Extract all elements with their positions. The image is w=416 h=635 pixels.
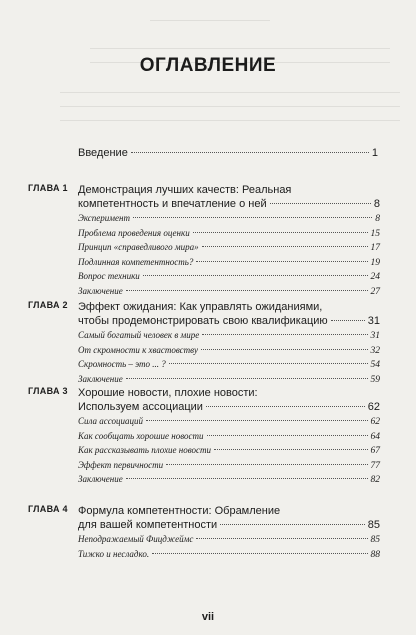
chapter-page: 62	[367, 401, 380, 413]
section-list	[78, 213, 380, 301]
chapter-title-line: Используем ассоциации	[78, 401, 203, 413]
dot-leader	[169, 363, 368, 364]
dot-leader	[126, 290, 368, 291]
dot-leader	[133, 217, 372, 218]
chapter-label: ГЛАВА 3	[28, 386, 68, 396]
section-title: Неподражаемый Фицджеймс	[78, 534, 194, 544]
chapter-title[interactable]	[78, 183, 380, 211]
section-title: Самый богатый человек в мире	[78, 330, 200, 340]
section-title: Заключение	[78, 373, 123, 384]
section-list	[78, 330, 380, 388]
dot-leader	[196, 538, 367, 539]
chapter-title-line: Эффект ожидания: Как управлять ожиданиями,	[78, 301, 323, 313]
chapter-page: 85	[367, 519, 380, 531]
section-title: Вопрос техники	[78, 271, 140, 282]
chapter-page: 31	[367, 315, 380, 327]
section-title: Подлинная компетентность?	[78, 256, 194, 267]
toc-section[interactable]	[78, 474, 380, 489]
toc-section[interactable]	[78, 242, 380, 257]
toc-section[interactable]	[78, 460, 380, 475]
toc-section[interactable]	[78, 271, 380, 286]
chapter-label: ГЛАВА 1	[28, 183, 68, 193]
toc-section[interactable]	[78, 549, 380, 564]
section-page: 67	[370, 446, 380, 457]
section-page: 85	[370, 535, 380, 545]
chapter-page: 8	[373, 198, 380, 210]
section-title: Как сообщать хорошие новости	[78, 430, 204, 441]
section-page: 54	[370, 360, 380, 371]
intro-page: 1	[371, 147, 378, 159]
section-title: Скромность – это ... ?	[78, 359, 166, 370]
dot-leader	[193, 232, 368, 233]
toc-section[interactable]	[78, 359, 380, 374]
chapter-label: ГЛАВА 2	[28, 300, 68, 310]
dot-leader	[152, 553, 367, 554]
section-page: 64	[370, 431, 380, 442]
section-page: 88	[370, 549, 380, 560]
dot-leader	[196, 261, 367, 262]
section-title: Эксперимент	[78, 213, 130, 223]
section-page: 82	[370, 475, 380, 486]
dot-leader	[220, 524, 365, 525]
toc-section[interactable]	[78, 534, 380, 549]
chapter-title-line: Формула компетентности: Обрамление	[78, 505, 281, 517]
dot-leader	[202, 246, 368, 247]
section-title: Заключение	[78, 474, 123, 485]
section-page: 8	[375, 214, 380, 224]
section-list	[78, 416, 380, 489]
section-title: Сила ассоциаций	[78, 416, 144, 426]
page-number: vii	[201, 611, 215, 623]
dot-leader	[131, 152, 369, 153]
section-page: 27	[370, 286, 380, 297]
toc-section[interactable]	[78, 228, 380, 243]
dot-leader	[207, 435, 368, 436]
dot-leader	[270, 203, 371, 204]
toc-section[interactable]	[78, 345, 380, 360]
section-page: 19	[370, 257, 380, 268]
dot-leader	[126, 478, 368, 479]
section-page: 24	[370, 272, 380, 283]
toc-intro-entry[interactable]	[78, 147, 378, 159]
chapter-title-line: Демонстрация лучших качеств: Реальная	[78, 184, 292, 196]
section-page: 31	[370, 331, 380, 341]
section-page: 62	[370, 417, 380, 427]
dot-leader	[146, 420, 367, 421]
section-title: Принцип «справедливого мира»	[78, 242, 199, 253]
toc-section[interactable]	[78, 445, 380, 460]
section-page: 59	[370, 374, 380, 385]
toc-section[interactable]	[78, 286, 380, 301]
dot-leader	[206, 406, 365, 407]
dot-leader	[143, 275, 368, 276]
toc-section[interactable]	[78, 431, 380, 446]
toc-section[interactable]	[78, 257, 380, 272]
section-title: Заключение	[78, 285, 123, 296]
dot-leader	[166, 464, 367, 465]
section-page: 32	[370, 345, 380, 356]
toc-section[interactable]	[78, 213, 380, 228]
chapter-label: ГЛАВА 4	[28, 504, 68, 514]
chapter-title[interactable]	[78, 386, 380, 414]
section-title: От скромности к хвастовству	[78, 344, 199, 355]
toc-section[interactable]	[78, 330, 380, 345]
chapter-title[interactable]	[78, 300, 380, 328]
toc-heading: ОГЛАВЛЕНИЕ	[139, 55, 277, 76]
dot-leader	[331, 320, 365, 321]
section-page: 17	[370, 243, 380, 254]
section-title: Как рассказывать плохие новости	[78, 445, 212, 456]
section-list	[78, 534, 380, 563]
intro-title: Введение	[78, 147, 128, 159]
dot-leader	[126, 378, 368, 379]
chapter-title-line: для вашей компетентности	[78, 519, 218, 531]
section-page: 77	[370, 460, 380, 471]
chapter-title-line: чтобы продемонстрировать свою квалификацию	[78, 315, 328, 327]
dot-leader	[214, 449, 367, 450]
section-page: 15	[370, 228, 380, 239]
chapter-title-line: компетентность и впечатление о ней	[78, 198, 267, 210]
toc-section[interactable]	[78, 416, 380, 431]
dot-leader	[201, 349, 367, 350]
chapter-title-line: Хорошие новости, плохие новости:	[78, 387, 258, 399]
chapter-title[interactable]	[78, 504, 380, 532]
dot-leader	[202, 334, 367, 335]
section-title: Проблема проведения оценки	[78, 227, 190, 238]
section-title: Тижко и несладко.	[78, 548, 150, 559]
section-title: Эффект первичности	[78, 459, 164, 470]
